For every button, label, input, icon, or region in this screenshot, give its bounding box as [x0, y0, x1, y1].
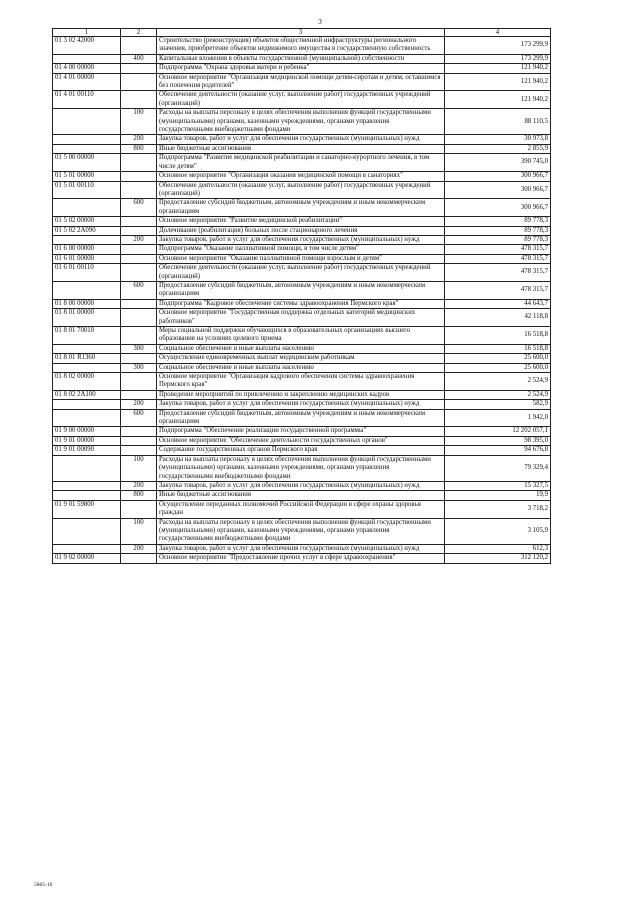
row-code: 01 5 02 00000	[53, 217, 121, 226]
row-sum: 478 315,7	[445, 264, 551, 282]
row-code: 01 5 00 00000	[53, 154, 121, 172]
table-row	[53, 91, 551, 109]
row-name: Иные бюджетные ассигнования	[157, 491, 445, 500]
row-sum: 79 329,4	[445, 455, 551, 481]
row-code: 01 5 01 00000	[53, 172, 121, 181]
row-code	[53, 400, 121, 409]
table-row	[53, 109, 551, 135]
row-code: 01 6 00 00000	[53, 245, 121, 254]
table-row	[53, 327, 551, 345]
table-row	[53, 446, 551, 455]
row-sum: 1 942,0	[445, 409, 551, 427]
row-sum: 89 778,3	[445, 226, 551, 235]
row-sum: 15 327,5	[445, 481, 551, 490]
row-code	[53, 455, 121, 481]
row-name: Основное мероприятие "Оказание паллиативной помощи взрослым и детям"	[157, 254, 445, 263]
row-name: Предоставление субсидий бюджетным, автономным учреждениям и иным некоммерческим организациям	[157, 409, 445, 427]
row-sum: 25 600,0	[445, 363, 551, 372]
row-sum: 16 518,8	[445, 344, 551, 353]
row-sum: 173 299,9	[445, 54, 551, 63]
row-sum: 312 120,2	[445, 554, 551, 563]
table-row	[53, 181, 551, 199]
table-row	[53, 245, 551, 254]
table-row	[53, 363, 551, 372]
row-sum: 98 395,0	[445, 436, 551, 445]
row-sum: 89 778,3	[445, 217, 551, 226]
row-code: 01 9 01 00000	[53, 436, 121, 445]
table-row	[53, 154, 551, 172]
row-sum: 582,9	[445, 400, 551, 409]
row-expense-type	[121, 181, 157, 199]
row-name: Проведение мероприятий по привлечению и закреплению медицинских кадров	[157, 390, 445, 399]
row-sum: 12 202 057,1	[445, 427, 551, 436]
row-sum: 300 966,7	[445, 199, 551, 217]
header-col-3: 3	[157, 29, 445, 37]
header-col-2: 2	[121, 29, 157, 37]
row-sum: 478 315,7	[445, 281, 551, 299]
budget-table	[52, 28, 551, 564]
row-code: 01 9 00 00000	[53, 427, 121, 436]
row-expense-type: 200	[121, 135, 157, 144]
row-code	[53, 491, 121, 500]
row-sum: 300 966,7	[445, 181, 551, 199]
row-expense-type	[121, 500, 157, 518]
header-col-4: 4	[445, 29, 551, 37]
row-sum: 42 118,8	[445, 309, 551, 327]
row-code	[53, 409, 121, 427]
row-sum: 2 855,9	[445, 144, 551, 153]
row-code	[53, 109, 121, 135]
row-sum: 3 105,9	[445, 518, 551, 544]
row-name: Осуществление единовременных выплат медицинским работникам	[157, 354, 445, 363]
row-code: 01 4 01 00110	[53, 91, 121, 109]
row-code: 01 9 01 00090	[53, 446, 121, 455]
row-code	[53, 518, 121, 544]
row-expense-type	[121, 427, 157, 436]
row-name: Обеспечение деятельности (оказание услуг, выполнение работ) государственных учреждений (организаций)	[157, 91, 445, 109]
row-code: 01 8 02 2А100	[53, 390, 121, 399]
row-code	[53, 54, 121, 63]
row-name: Предоставление субсидий бюджетным, автономным учреждениям и иным некоммерческим организациям	[157, 281, 445, 299]
row-code: 01 8 00 00000	[53, 299, 121, 308]
row-sum: 30 973,8	[445, 135, 551, 144]
row-sum: 300 966,7	[445, 172, 551, 181]
row-name: Осуществление переданных полномочий Российской Федерации в сфере охраны здоровья граждан	[157, 500, 445, 518]
row-expense-type: 400	[121, 54, 157, 63]
row-expense-type: 200	[121, 235, 157, 244]
row-expense-type: 100	[121, 109, 157, 135]
table-body	[53, 37, 551, 564]
row-sum: 2 524,9	[445, 390, 551, 399]
row-expense-type	[121, 264, 157, 282]
row-name: Закупка товаров, работ и услуг для обеспечения государственных (муниципальных) нужд	[157, 400, 445, 409]
table-row	[53, 390, 551, 399]
row-name: Подпрограмма "Развитие медицинской реабилитации и санаторно-курортного лечения, в том числе детям"	[157, 154, 445, 172]
table-row	[53, 544, 551, 553]
row-code: 01 4 01 00000	[53, 73, 121, 91]
row-sum: 25 600,0	[445, 354, 551, 363]
row-sum: 3 718,2	[445, 500, 551, 518]
row-expense-type: 100	[121, 455, 157, 481]
row-name: Долечивание (реабилитация) больных после стационарного лечения	[157, 226, 445, 235]
table-row	[53, 481, 551, 490]
row-expense-type: 600	[121, 281, 157, 299]
row-sum: 612,3	[445, 544, 551, 553]
row-expense-type: 300	[121, 363, 157, 372]
table-header-row	[53, 29, 551, 37]
row-code: 01 9 01 59800	[53, 500, 121, 518]
row-sum: 2 524,9	[445, 373, 551, 391]
row-name: Основное мероприятие "Организация кадрового обеспечения системы здравоохранения Пермского края"	[157, 373, 445, 391]
row-expense-type	[121, 64, 157, 73]
table-row	[53, 254, 551, 263]
table-row	[53, 354, 551, 363]
row-name: Подпрограмма "Оказание паллиативной помощи, в том числе детям"	[157, 245, 445, 254]
row-name: Обеспечение деятельности (оказание услуг, выполнение работ) государственных учреждений (организаций)	[157, 181, 445, 199]
row-code	[53, 281, 121, 299]
row-name: Иные бюджетные ассигнования	[157, 144, 445, 153]
row-expense-type	[121, 299, 157, 308]
row-sum: 478 315,7	[445, 254, 551, 263]
row-name: Основное мероприятие "Развитие медицинской реабилитации"	[157, 217, 445, 226]
row-sum: 88 110,5	[445, 109, 551, 135]
row-sum: 390 745,0	[445, 154, 551, 172]
footer-code: 5865-16	[34, 882, 53, 888]
row-sum: 89 778,3	[445, 235, 551, 244]
row-code: 01 8 02 00000	[53, 373, 121, 391]
row-expense-type: 300	[121, 344, 157, 353]
row-name: Расходы на выплаты персоналу в целях обеспечения выполнения функций государственными (муниципальными) органами, казенными учреждениями, органами управления государственными внебюджетными фондами	[157, 109, 445, 135]
table-row	[53, 436, 551, 445]
row-name: Закупка товаров, работ и услуг для обеспечения государственных (муниципальных) нужд	[157, 544, 445, 553]
row-name: Предоставление субсидий бюджетным, автономным учреждениям и иным некоммерческим организациям	[157, 199, 445, 217]
row-name: Обеспечение деятельности (оказание услуг, выполнение работ) государственных учреждений (организаций)	[157, 264, 445, 282]
row-expense-type	[121, 390, 157, 399]
table-row	[53, 135, 551, 144]
row-sum: 121 940,2	[445, 73, 551, 91]
row-expense-type	[121, 446, 157, 455]
row-name: Закупка товаров, работ и услуг для обеспечения государственных (муниципальных) нужд	[157, 235, 445, 244]
row-code: 01 6 01 00110	[53, 264, 121, 282]
row-expense-type	[121, 354, 157, 363]
row-code	[53, 135, 121, 144]
table-row	[53, 299, 551, 308]
table-row	[53, 455, 551, 481]
table-row	[53, 281, 551, 299]
row-expense-type	[121, 254, 157, 263]
table-row	[53, 37, 551, 55]
table-row	[53, 217, 551, 226]
row-code	[53, 199, 121, 217]
row-name: Основное мероприятие "Организация медицинской помощи детям-сиротам и детям, оставшимся без попечения родителей"	[157, 73, 445, 91]
row-code: 01 8 01 00000	[53, 309, 121, 327]
row-name: Подпрограмма "Обеспечение реализации государственной программы"	[157, 427, 445, 436]
row-expense-type	[121, 309, 157, 327]
row-code: 01 3 02 42000	[53, 37, 121, 55]
row-code: 01 5 01 00110	[53, 181, 121, 199]
row-code: 01 4 00 00000	[53, 64, 121, 73]
table-row	[53, 54, 551, 63]
row-name: Основное мероприятие "Организация оказания медицинской помощи в санаториях"	[157, 172, 445, 181]
row-expense-type	[121, 327, 157, 345]
table-row	[53, 264, 551, 282]
row-expense-type: 200	[121, 481, 157, 490]
row-code: 01 8 01 70010	[53, 327, 121, 345]
row-name: Социальное обеспечение и иные выплаты населению	[157, 344, 445, 353]
row-sum: 121 940,2	[445, 91, 551, 109]
row-code: 01 6 01 00000	[53, 254, 121, 263]
row-expense-type	[121, 554, 157, 563]
row-name: Закупка товаров, работ и услуг для обеспечения государственных (муниципальных) нужд	[157, 481, 445, 490]
table-row	[53, 172, 551, 181]
row-code	[53, 544, 121, 553]
table-row	[53, 373, 551, 391]
row-name: Меры социальной поддержки обучающихся в образовательных организациях высшего образования на условиях целевого приема	[157, 327, 445, 345]
table-row	[53, 64, 551, 73]
row-name: Основное мероприятие "Предоставление прочих услуг в сфере здравоохранения"	[157, 554, 445, 563]
row-expense-type	[121, 154, 157, 172]
row-expense-type	[121, 91, 157, 109]
page-number: 3	[318, 18, 322, 26]
row-sum: 94 676,8	[445, 446, 551, 455]
table-row	[53, 491, 551, 500]
table-row	[53, 409, 551, 427]
table-row	[53, 73, 551, 91]
row-name: Социальное обеспечение и иные выплаты населению	[157, 363, 445, 372]
table-row	[53, 344, 551, 353]
row-name: Основное мероприятие "Государственная поддержка отдельных категорий медицинских работников"	[157, 309, 445, 327]
row-expense-type	[121, 73, 157, 91]
row-name: Расходы на выплаты персоналу в целях обеспечения выполнения функций государственными (муниципальными) органами, казенными учреждениями, органами управления государственными внебюджетными фондами	[157, 455, 445, 481]
table-row	[53, 199, 551, 217]
header-col-1: 1	[53, 29, 121, 37]
row-expense-type: 600	[121, 199, 157, 217]
row-expense-type	[121, 245, 157, 254]
row-code	[53, 144, 121, 153]
row-name: Подпрограмма "Кадровое обеспечение системы здравоохранения Пермского края"	[157, 299, 445, 308]
row-name: Основное мероприятие "Обеспечение деятельности государственных органов"	[157, 436, 445, 445]
row-code: 01 9 02 00000	[53, 554, 121, 563]
row-expense-type: 200	[121, 544, 157, 553]
row-name: Капитальные вложения в объекты государственной (муниципальной) собственности	[157, 54, 445, 63]
row-expense-type	[121, 226, 157, 235]
table-row	[53, 427, 551, 436]
table-row	[53, 554, 551, 563]
row-sum: 16 518,8	[445, 327, 551, 345]
row-code: 01 8 01 R1360	[53, 354, 121, 363]
table-row	[53, 144, 551, 153]
row-sum: 44 643,7	[445, 299, 551, 308]
row-code	[53, 481, 121, 490]
table-row	[53, 500, 551, 518]
row-code	[53, 344, 121, 353]
row-expense-type: 800	[121, 491, 157, 500]
row-expense-type: 600	[121, 409, 157, 427]
row-sum: 121 940,2	[445, 64, 551, 73]
row-name: Содержание государственных органов Пермского края	[157, 446, 445, 455]
row-code: 01 5 02 2А090	[53, 226, 121, 235]
row-code	[53, 235, 121, 244]
table-row	[53, 235, 551, 244]
table-row	[53, 309, 551, 327]
row-expense-type: 200	[121, 400, 157, 409]
row-sum: 478 315,7	[445, 245, 551, 254]
row-expense-type	[121, 172, 157, 181]
row-expense-type	[121, 217, 157, 226]
row-code	[53, 363, 121, 372]
row-expense-type	[121, 436, 157, 445]
row-sum: 173 299,9	[445, 37, 551, 55]
row-sum: 19,9	[445, 491, 551, 500]
row-name: Подпрограмма "Охрана здоровья матери и ребенка"	[157, 64, 445, 73]
row-name: Строительство (реконструкция) объектов общественной инфраструктуры регионального значения, приобретение объектов недвижимого имущества в государственную собственность	[157, 37, 445, 55]
table-row	[53, 400, 551, 409]
row-expense-type: 100	[121, 518, 157, 544]
row-expense-type	[121, 373, 157, 391]
table-row	[53, 518, 551, 544]
table-row	[53, 226, 551, 235]
row-expense-type: 800	[121, 144, 157, 153]
row-name: Закупка товаров, работ и услуг для обеспечения государственных (муниципальных) нужд	[157, 135, 445, 144]
row-expense-type	[121, 37, 157, 55]
row-name: Расходы на выплаты персоналу в целях обеспечения выполнения функций государственными (муниципальными) органами, казенными учреждениями, органами управления государственными внебюджетными фондами	[157, 518, 445, 544]
